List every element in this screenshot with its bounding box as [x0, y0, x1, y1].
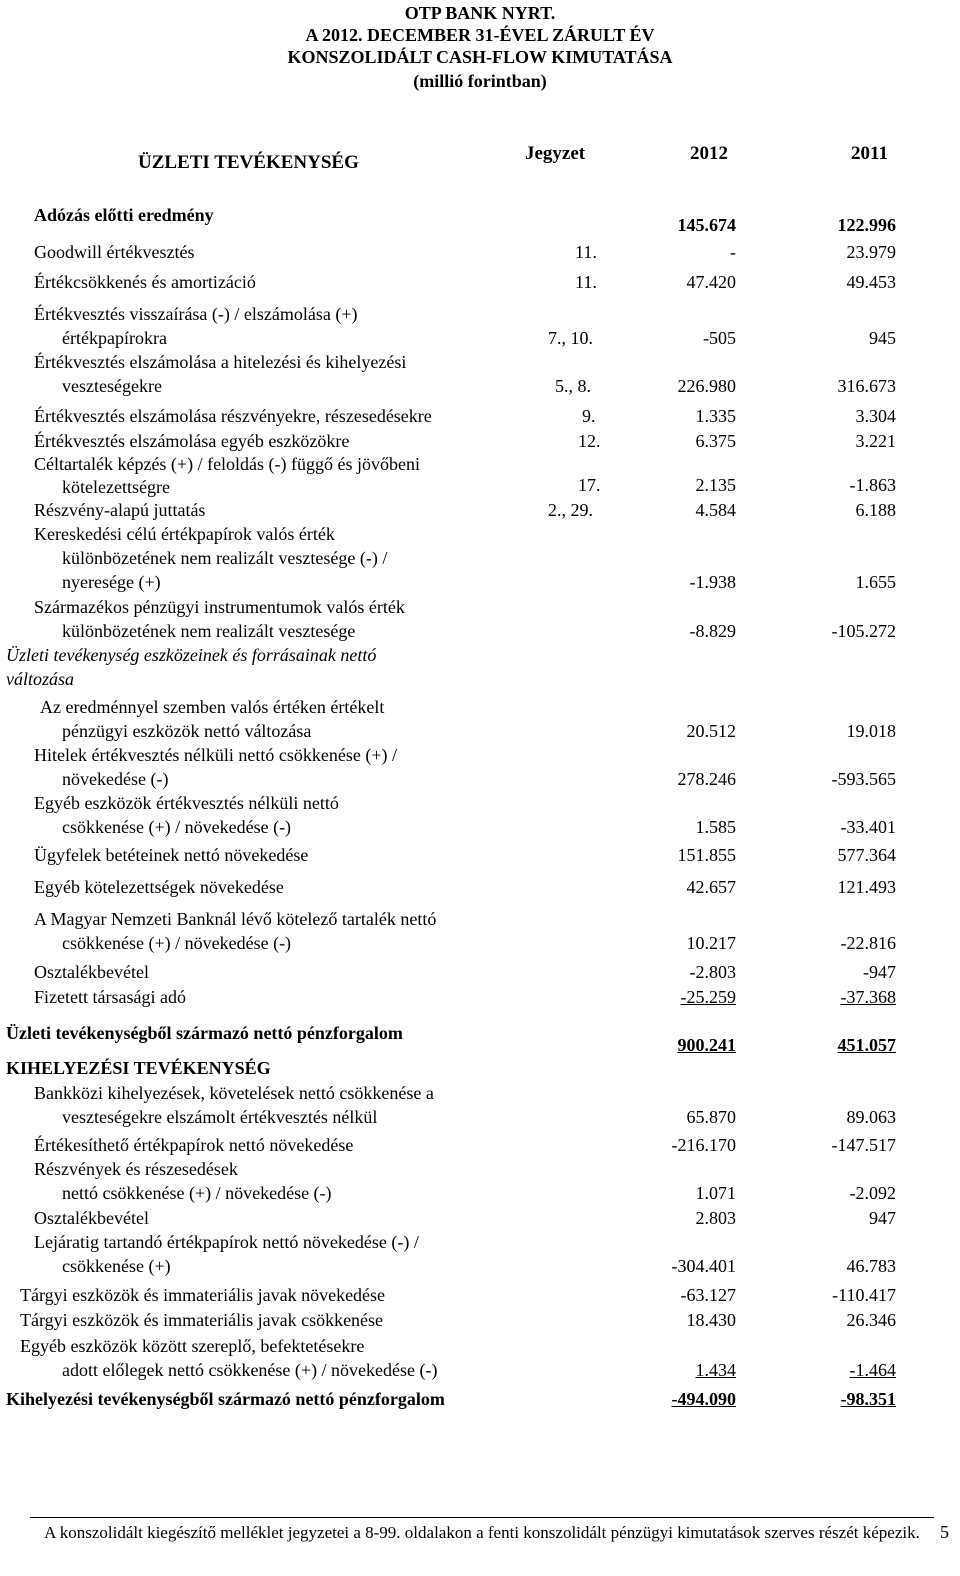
value-2011: -22.816: [840, 933, 896, 953]
value-2012: 145.674: [677, 215, 736, 235]
row-label: Értékvesztés elszámolása a hitelezési és kihelyezési: [34, 352, 407, 372]
value-2011: 46.783: [846, 1256, 896, 1276]
value-2011: 316.673: [837, 376, 896, 396]
value-2012: 18.430: [686, 1310, 736, 1330]
row-label: Értékesíthető értékpapírok nettó növekedése: [34, 1135, 354, 1155]
row-note: 12.: [578, 431, 601, 451]
value-2012: 278.246: [677, 769, 736, 789]
value-2011: 947: [869, 1208, 896, 1228]
row-label: Értékvesztés visszaírása (-) / elszámolása (+): [34, 304, 358, 324]
row-label: Tárgyi eszközök és immateriális javak csökkenése: [20, 1310, 384, 1330]
value-2012: 2.803: [695, 1208, 736, 1228]
value-2011: 89.063: [846, 1107, 896, 1127]
value-2012: -494.090: [671, 1389, 736, 1409]
row-note: 11.: [575, 242, 597, 262]
company-name: OTP BANK NYRT.: [404, 3, 556, 23]
row-label: Hitelek értékvesztés nélküli nettó csökkenése (+) /: [34, 745, 398, 765]
value-2011: -33.401: [840, 817, 896, 837]
value-2011: 19.018: [846, 721, 896, 741]
value-2011: 49.453: [846, 272, 896, 292]
row-note: 17.: [578, 475, 601, 495]
value-2011: 6.188: [855, 500, 896, 520]
row-label: Kereskedési célú értékpapírok valós érték: [34, 524, 335, 544]
row-note: 7., 10.: [548, 328, 593, 348]
value-2012: 6.375: [695, 431, 736, 451]
row-label-cont: értékpapírokra: [62, 328, 167, 348]
row-label: Részvény-alapú juttatás: [34, 500, 206, 520]
row-label-cont: veszteségekre: [62, 376, 162, 396]
value-2011: 23.979: [846, 242, 896, 262]
row-label: A Magyar Nemzeti Banknál lévő kötelező tartalék nettó: [34, 909, 437, 929]
row-label-cont: nyeresége (+): [62, 572, 161, 592]
row-label: Az eredménnyel szemben valós értéken értékelt: [40, 697, 385, 717]
row-label: Értékvesztés elszámolása egyéb eszközökre: [34, 431, 350, 451]
column-header-2012: 2012: [690, 143, 728, 164]
value-2011: -37.368: [840, 987, 896, 1007]
report-unit: (millió forintban): [413, 71, 547, 91]
value-2012: -216.170: [671, 1135, 736, 1155]
value-2012: -505: [703, 328, 736, 348]
value-2012: 2.135: [695, 475, 736, 495]
page-number: 5: [940, 1522, 949, 1542]
value-2012: -2.803: [689, 962, 736, 982]
value-2011: -1.464: [849, 1360, 896, 1380]
value-2012: 1.335: [695, 406, 736, 426]
row-label-cont: adott előlegek nettó csökkenése (+) / növekedése (-): [62, 1360, 438, 1380]
footer-divider: [30, 1517, 934, 1518]
value-2011: 3.304: [855, 406, 896, 426]
value-2011: 945: [869, 328, 896, 348]
row-label: Származékos pénzügyi instrumentumok valós érték: [34, 597, 405, 617]
row-label-cont: különbözetének nem realizált vesztesége (-) /: [62, 548, 388, 568]
value-2012: -25.259: [680, 987, 736, 1007]
value-2012: 20.512: [686, 721, 736, 741]
row-label: Ügyfelek betéteinek nettó növekedése: [34, 845, 309, 865]
column-header-2011: 2011: [851, 143, 888, 164]
report-title: KONSZOLIDÁLT CASH-FLOW KIMUTATÁSA: [287, 47, 673, 67]
value-2012: 42.657: [686, 877, 736, 897]
row-label-cont: csökkenése (+): [62, 1256, 171, 1276]
value-2012: 65.870: [686, 1107, 736, 1127]
row-note: 9.: [582, 406, 596, 426]
value-2012: 226.980: [677, 376, 736, 396]
value-2012: 151.855: [677, 845, 736, 865]
row-label: Egyéb eszközök értékvesztés nélküli nettó: [34, 793, 339, 813]
row-label: Céltartalék képzés (+) / feloldás (-) függő és jövőbeni: [34, 454, 421, 474]
value-2012: 10.217: [686, 933, 736, 953]
value-2011: 121.493: [837, 877, 896, 897]
row-label-cont: növekedése (-): [62, 769, 169, 789]
row-label: Osztalékbevétel: [34, 1208, 149, 1228]
value-2012: -63.127: [680, 1285, 736, 1305]
value-2012: 47.420: [686, 272, 736, 292]
row-label: Értékcsökkenés és amortizáció: [34, 272, 256, 292]
value-2011: -110.417: [832, 1285, 896, 1305]
row-label: Tárgyi eszközök és immateriális javak növekedése: [20, 1285, 386, 1305]
value-2012: 900.241: [677, 1035, 736, 1055]
report-period: A 2012. DECEMBER 31-ÉVEL ZÁRULT ÉV: [305, 25, 655, 45]
value-2011: -1.863: [849, 475, 896, 495]
row-label: Goodwill értékvesztés: [34, 242, 195, 262]
value-2011: -593.565: [831, 769, 896, 789]
row-label-cont: különbözetének nem realizált vesztesége: [62, 621, 356, 641]
row-label-cont: kötelezettségre: [62, 477, 170, 497]
value-2012: 1.071: [695, 1183, 736, 1203]
row-label-cont: változása: [6, 669, 75, 689]
row-label: Adózás előtti eredmény: [34, 205, 214, 225]
row-label: Bankközi kihelyezések, követelések nettó csökkenése a: [34, 1083, 434, 1103]
row-label-cont: nettó csökkenése (+) / növekedése (-): [62, 1183, 332, 1203]
value-2012: -1.938: [689, 572, 736, 592]
value-2011: 3.221: [855, 431, 896, 451]
value-2012: 4.584: [695, 500, 736, 520]
row-label: Értékvesztés elszámolása részvényekre, részesedésekre: [34, 406, 432, 426]
footer-note: A konszolidált kiegészítő melléklet jegyzetei a 8-99. oldalakon a fenti konszolidált pénzügyi kimutatások szerves részét képezik.: [44, 1523, 920, 1542]
value-2011: -947: [863, 962, 896, 982]
row-label: Részvények és részesedések: [34, 1159, 238, 1179]
row-label-cont: csökkenése (+) / növekedése (-): [62, 933, 292, 953]
row-label: Üzleti tevékenység eszközeinek és forrásainak nettó: [6, 645, 377, 665]
value-2011: -147.517: [831, 1135, 896, 1155]
value-2012: 1.585: [695, 817, 736, 837]
row-label: Fizetett társasági adó: [34, 987, 186, 1007]
value-2011: 26.346: [846, 1310, 896, 1330]
value-2011: 577.364: [837, 845, 896, 865]
value-2012: -304.401: [671, 1256, 736, 1276]
value-2011: 1.655: [855, 572, 896, 592]
row-label-cont: csökkenése (+) / növekedése (-): [62, 817, 292, 837]
row-label: Kihelyezési tevékenységből származó nettó pénzforgalom: [6, 1389, 445, 1409]
value-2011: -98.351: [840, 1389, 896, 1409]
row-label-cont: pénzügyi eszközök nettó változása: [62, 721, 312, 741]
row-label: Osztalékbevétel: [34, 962, 149, 982]
row-label: Lejáratig tartandó értékpapírok nettó növekedése (-) /: [34, 1232, 419, 1252]
row-label: Egyéb kötelezettségek növekedése: [34, 877, 284, 897]
row-label: Egyéb eszközök között szereplő, befektetésekre: [20, 1336, 365, 1356]
value-2012: -8.829: [689, 621, 736, 641]
value-2011: -105.272: [831, 621, 896, 641]
row-label-cont: veszteségekre elszámolt értékvesztés nélkül: [62, 1107, 378, 1127]
row-note: 11.: [575, 272, 597, 292]
value-2011: -2.092: [849, 1183, 896, 1203]
section-heading-operating: ÜZLETI TEVÉKENYSÉG: [138, 152, 359, 173]
value-2012: -: [730, 242, 736, 262]
row-note: 2., 29.: [548, 500, 593, 520]
value-2011: 451.057: [837, 1035, 896, 1055]
value-2012: 1.434: [695, 1360, 736, 1380]
row-label: Üzleti tevékenységből származó nettó pénzforgalom: [6, 1023, 403, 1043]
section-heading-investing: KIHELYEZÉSI TEVÉKENYSÉG: [6, 1058, 271, 1078]
row-note: 5., 8.: [555, 376, 591, 396]
value-2011: 122.996: [837, 215, 896, 235]
column-header-note: Jegyzet: [525, 143, 586, 164]
